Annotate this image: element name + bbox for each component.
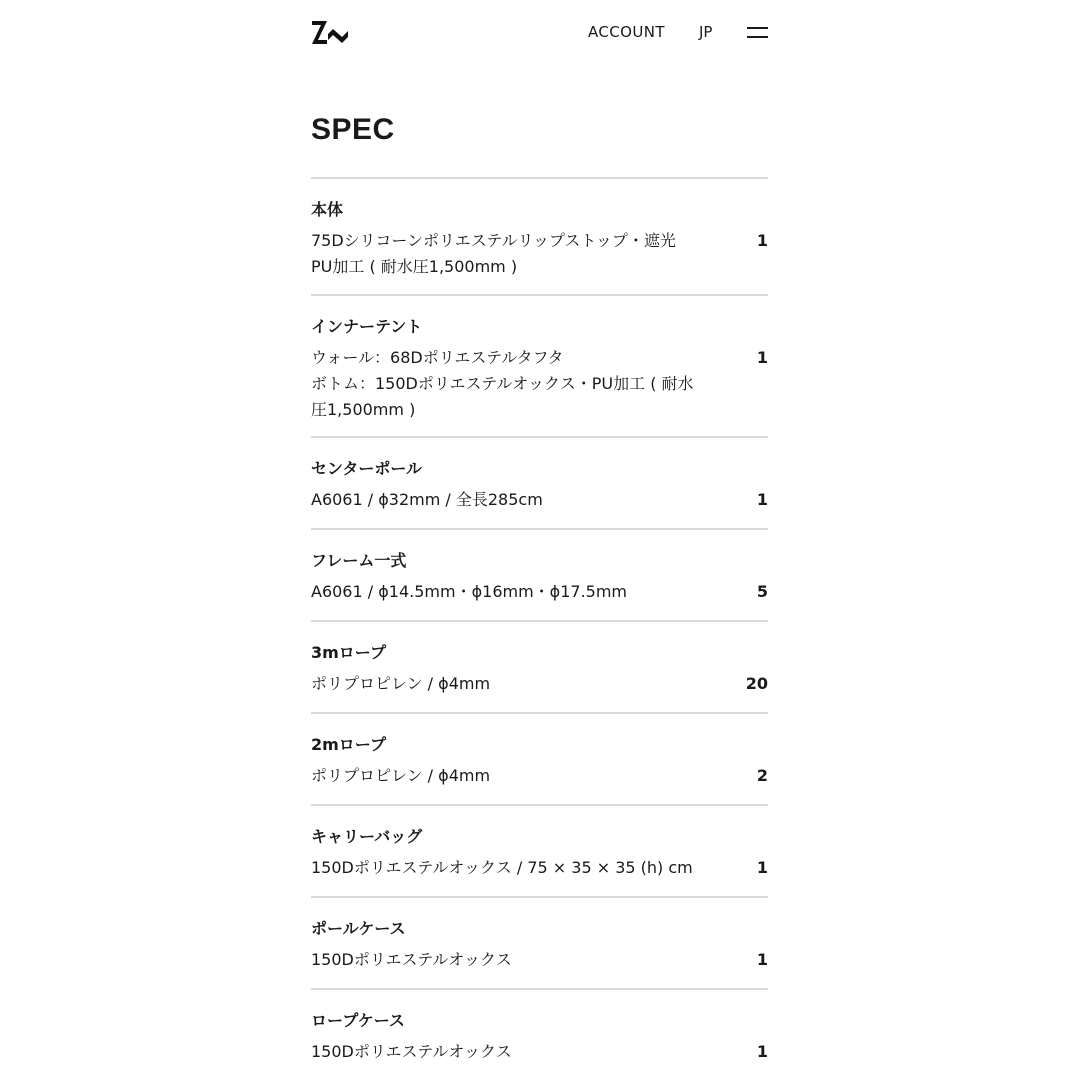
spec-description-line: ポリプロピレン / ϕ4mm bbox=[311, 674, 491, 693]
spec-item-description bbox=[311, 855, 721, 881]
account-link[interactable]: ACCOUNT bbox=[588, 23, 665, 41]
spec-item-description bbox=[311, 1039, 721, 1065]
spec-item-body bbox=[311, 855, 768, 881]
spec-description-line: 75Dシリコーンポリエステルリップストップ・遮光 bbox=[311, 231, 676, 250]
spec-item-body bbox=[311, 763, 768, 789]
spec-item-body bbox=[311, 345, 768, 423]
spec-item-description bbox=[311, 947, 721, 973]
spec-item-quantity: 5 bbox=[756, 582, 768, 601]
spec-description-line: A6061 / ϕ32mm / 全長285cm bbox=[311, 490, 543, 509]
spec-item-body bbox=[311, 579, 768, 605]
spec-description-line: 150Dポリエステルオックス bbox=[311, 950, 512, 969]
spec-item-body bbox=[311, 228, 768, 280]
spec-description-line: ボトム：150Dポリエステルオックス・PU加工 ( 耐水 bbox=[311, 374, 694, 393]
spec-item-name: センターポール bbox=[311, 459, 423, 478]
content-column bbox=[311, 0, 768, 1061]
spec-item-description bbox=[311, 345, 721, 423]
spec-description-line: A6061 / ϕ14.5mm・ϕ16mm・ϕ17.5mm bbox=[311, 582, 628, 601]
spec-item-quantity: 1 bbox=[756, 490, 768, 509]
spec-item-body bbox=[311, 947, 768, 973]
spec-row bbox=[311, 436, 768, 528]
spec-item-name: フレーム一式 bbox=[311, 551, 407, 570]
spec-description-line: 150Dポリエステルオックス bbox=[311, 1042, 512, 1061]
spec-item-quantity: 1 bbox=[756, 950, 768, 969]
spec-row bbox=[311, 804, 768, 896]
page-title: SPEC bbox=[311, 113, 395, 146]
spec-item-description bbox=[311, 579, 721, 605]
spec-item-name: キャリーバッグ bbox=[311, 827, 423, 846]
spec-item-description bbox=[311, 228, 721, 280]
spec-item-name: 3mロープ bbox=[311, 643, 387, 662]
spec-item-description bbox=[311, 487, 721, 513]
spec-item-quantity: 1 bbox=[756, 231, 768, 250]
spec-item-quantity: 1 bbox=[756, 1042, 768, 1061]
spec-item-body bbox=[311, 487, 768, 513]
spec-description-line: ウォール：68Dポリエステルタフタ bbox=[311, 348, 564, 367]
spec-row bbox=[311, 988, 768, 1080]
spec-item-description bbox=[311, 671, 721, 697]
spec-item-name: ポールケース bbox=[311, 919, 406, 938]
spec-item-quantity: 1 bbox=[756, 858, 768, 877]
spec-list bbox=[311, 177, 768, 1080]
spec-item-quantity: 2 bbox=[756, 766, 768, 785]
spec-item-quantity: 1 bbox=[756, 348, 768, 367]
spec-item-body bbox=[311, 671, 768, 697]
spec-item-quantity: 20 bbox=[745, 674, 768, 693]
spec-item-body bbox=[311, 1039, 768, 1065]
spec-description-line: 150Dポリエステルオックス / 75 × 35 × 35 (h) cm bbox=[311, 858, 693, 877]
hamburger-menu-icon[interactable] bbox=[747, 26, 768, 38]
spec-description-line: ポリプロピレン / ϕ4mm bbox=[311, 766, 491, 785]
site-header bbox=[311, 0, 768, 66]
language-switch-link[interactable]: JP bbox=[699, 23, 713, 41]
spec-description-line: 圧1,500mm ) bbox=[311, 400, 416, 419]
menu-bar-bottom bbox=[747, 36, 768, 38]
spec-item-name: インナーテント bbox=[311, 317, 423, 336]
spec-description-line: PU加工 ( 耐水圧1,500mm ) bbox=[311, 257, 518, 276]
spec-item-name: ロープケース bbox=[311, 1011, 405, 1030]
spec-row bbox=[311, 177, 768, 294]
spec-row bbox=[311, 528, 768, 620]
menu-bar-top bbox=[747, 27, 768, 29]
spec-item-description bbox=[311, 763, 721, 789]
spec-item-name: 2mロープ bbox=[311, 735, 387, 754]
spec-row bbox=[311, 620, 768, 712]
spec-item-name: 本体 bbox=[311, 200, 344, 219]
spec-row bbox=[311, 294, 768, 436]
spec-row bbox=[311, 712, 768, 804]
brand-logo[interactable] bbox=[311, 20, 349, 45]
zn-logo-icon bbox=[311, 20, 349, 45]
spec-row bbox=[311, 896, 768, 988]
